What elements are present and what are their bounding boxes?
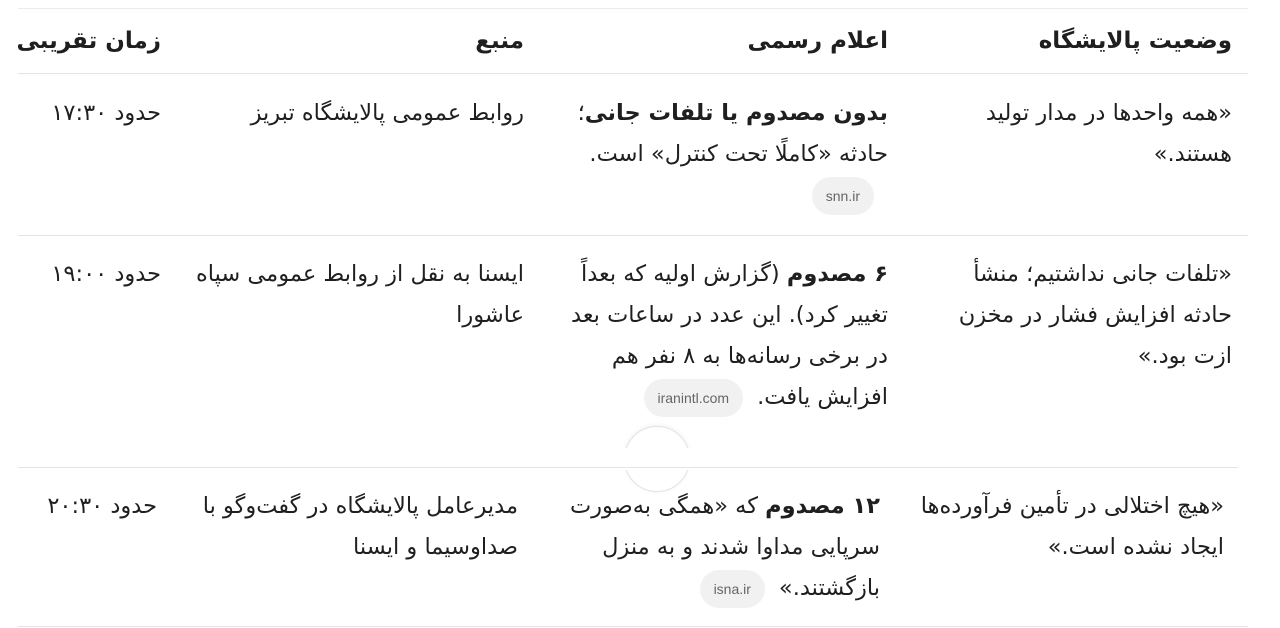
row1-announcement-text: ؛ حادثه «کاملًا تحت کنترل» است. [577,100,888,167]
header-divider [18,73,1248,74]
row1-status: «همه واحدها در مدار تولید هستند.» [985,100,1232,167]
row2-source-chip[interactable]: iranintl.com [644,379,744,417]
header-time: زمان تقریبی [16,28,161,54]
row3-announcement-bold: ۱۲ مصدوم [765,493,880,519]
row3-divider [18,626,1248,627]
row2-announcement-bold: ۶ مصدوم [786,261,888,287]
row3-source-chip[interactable]: isna.ir [700,570,765,608]
row3-source: مدیرعامل پالایشگاه در گفت‌وگو با صداوسیما و ایسنا [202,493,518,560]
row3-status: «هیچ اختلالی در تأمین فرآورده‌ها ایجاد نشده است.» [920,493,1224,560]
refinery-incident-table [18,8,1248,624]
row1-announcement [548,93,888,216]
row1-announcement-bold: بدون مصدوم یا تلفات جانی [584,100,888,126]
row3-announcement-text: که «همگی به‌صورت سرپایی مداوا شدند و به منزل بازگشتند.» [569,493,880,601]
row1-source: روابط عمومی پالایشگاه تبریز [250,100,524,126]
row3-time: حدود ۲۰:۳۰ [47,493,157,519]
header-status: وضعیت پالایشگاه [1038,28,1232,54]
header-source: منبع [475,28,524,54]
row2-announcement [548,254,888,418]
row2-announcement-text: (گزارش اولیه که بعداً تغییر کرد). این عدد در ساعات بعد در برخی رسانه‌ها به ۸ نفر هم افزایش یافت. [571,261,888,410]
row2-source: ایسنا به نقل از روابط عمومی سپاه عاشورا [195,261,524,328]
row3-announcement [550,486,880,609]
row2-status: «تلفات جانی نداشتیم؛ منشأ حادثه افزایش فشار در مخزن ازت بود.» [958,261,1232,369]
row2-time: حدود ۱۹:۰۰ [51,261,161,287]
row1-source-chip[interactable]: snn.ir [812,177,874,215]
table-top-border [18,8,1248,9]
row1-divider [18,235,1248,236]
header-announcement: اعلام رسمی [747,28,888,54]
row1-time: حدود ۱۷:۳۰ [51,100,161,126]
row2-divider [18,467,1238,468]
